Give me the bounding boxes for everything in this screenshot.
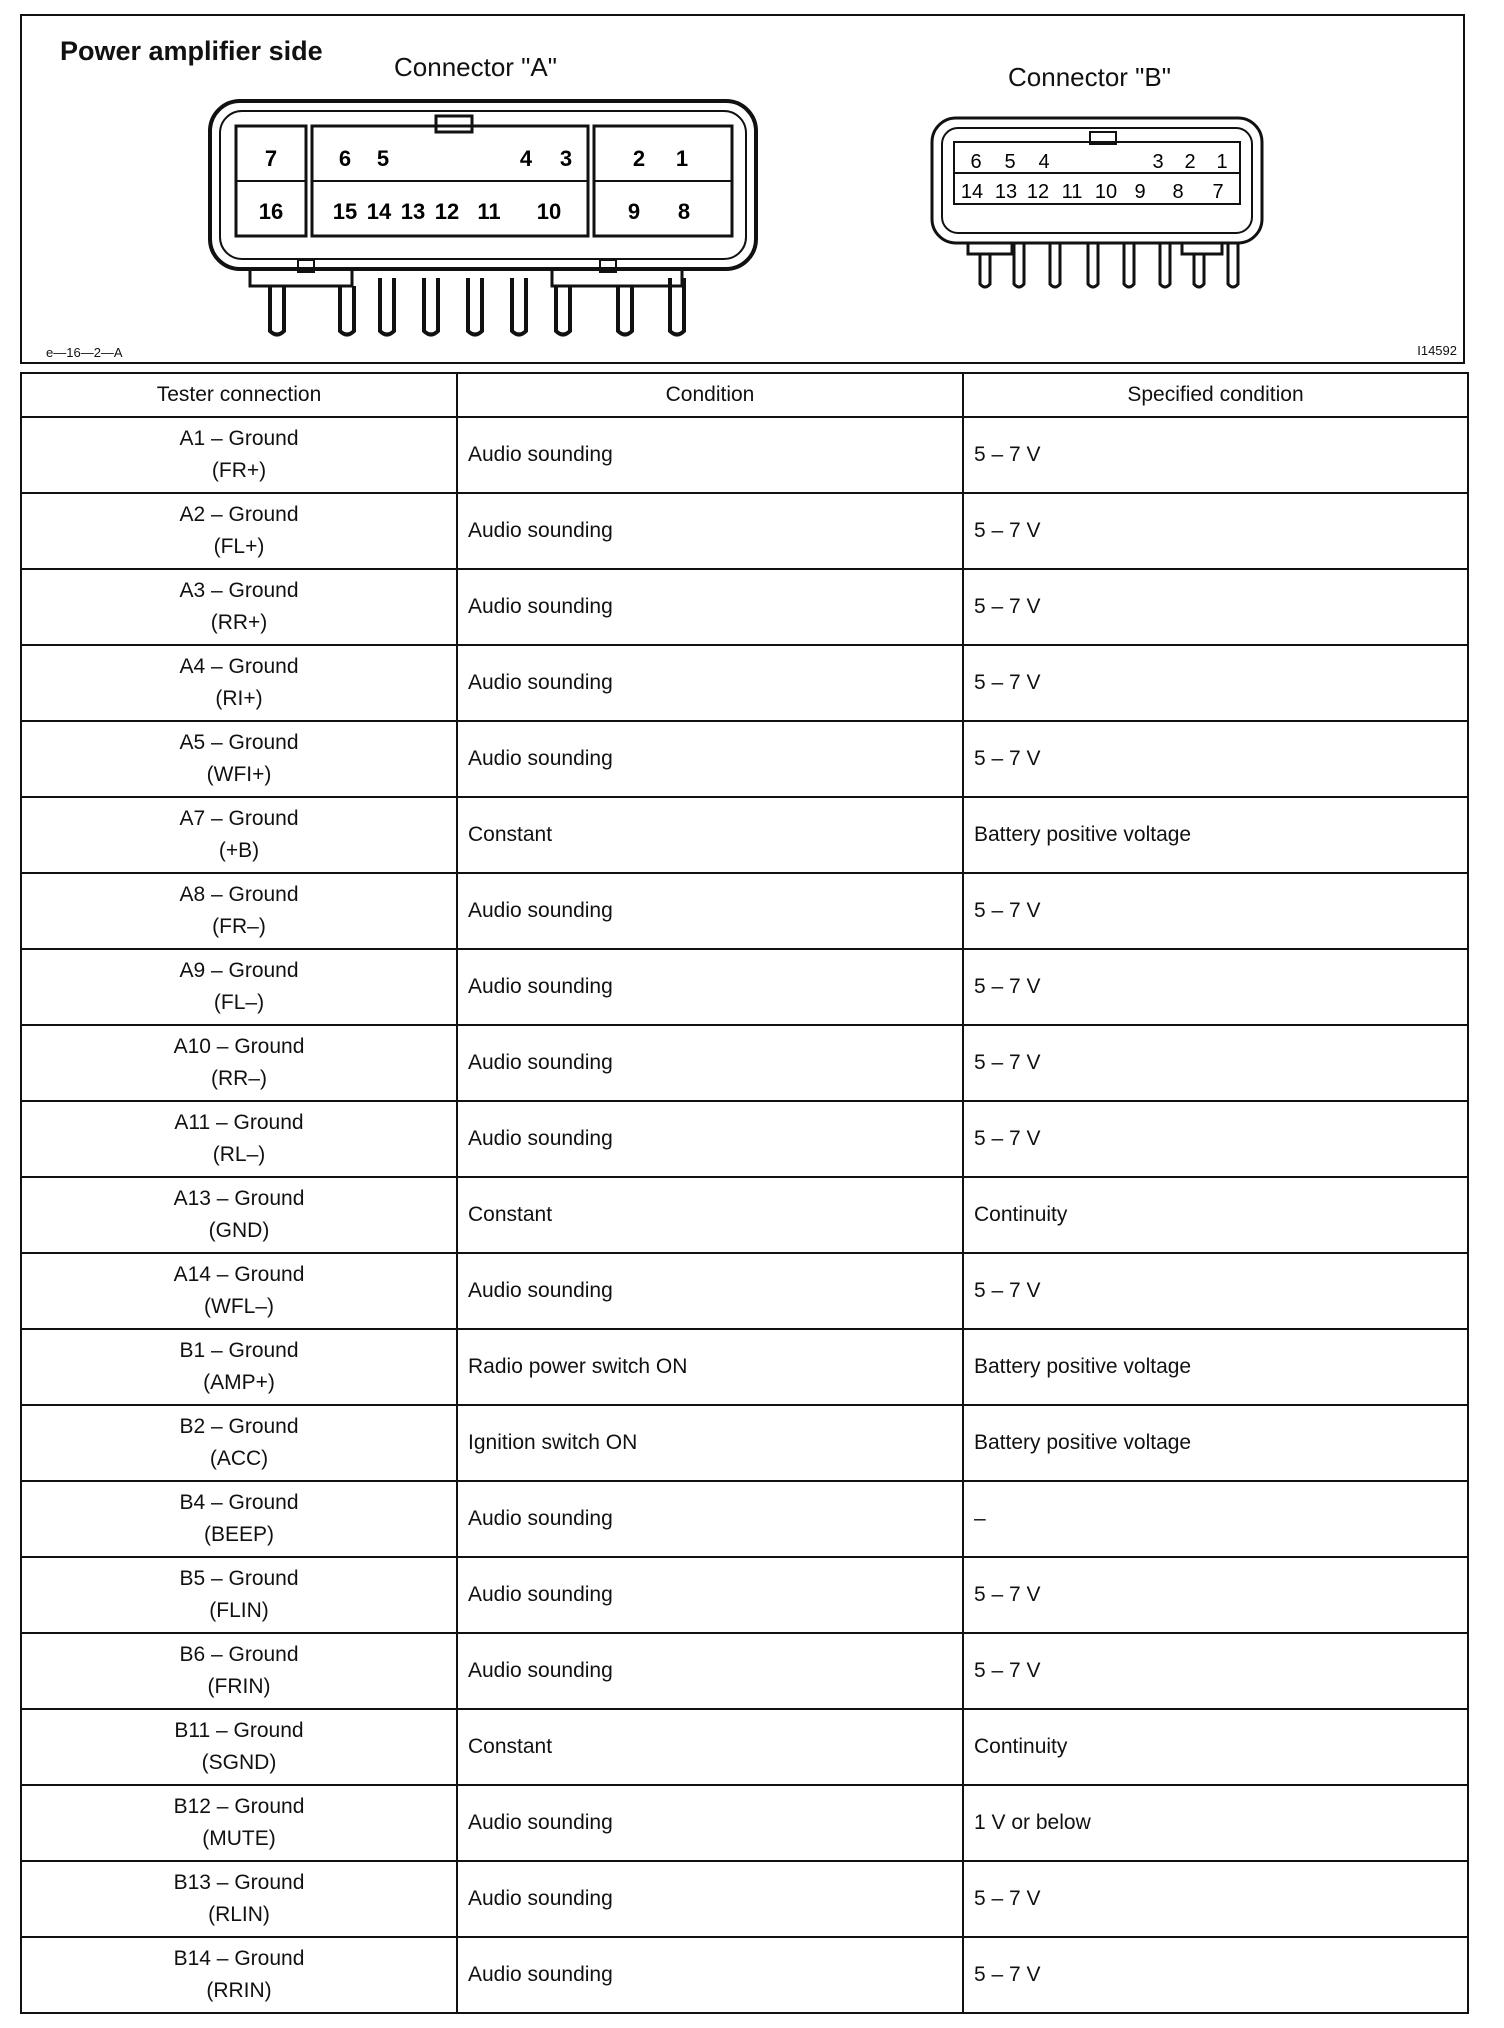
table-row (21, 569, 1468, 645)
table-row (21, 873, 1468, 949)
signal-name: (FL+) (213, 535, 265, 558)
condition-cell: Audio sounding (457, 1861, 963, 1937)
specified-condition-cell: 5 – 7 V (963, 645, 1468, 721)
tester-terminal: B5 – Ground (179, 1567, 299, 1590)
specified-condition-cell: Continuity (963, 1177, 1468, 1253)
connector-figure (20, 14, 1465, 364)
tester-connection-cell (21, 1253, 457, 1329)
condition-cell: Radio power switch ON (457, 1329, 963, 1405)
tester-terminal: B13 – Ground (173, 1871, 305, 1894)
connector-a-label: Connector "A" (394, 52, 557, 82)
pin-label: 6 (970, 151, 982, 173)
signal-name: (RRIN) (206, 1979, 272, 2002)
signal-name: (RR+) (210, 611, 268, 634)
pin-label: 9 (1134, 181, 1146, 203)
tester-connection-cell (21, 1861, 457, 1937)
signal-name: (FR+) (211, 459, 267, 482)
tester-connection-cell (21, 873, 457, 949)
tester-terminal: A7 – Ground (179, 807, 299, 830)
tester-connection-cell (21, 797, 457, 873)
pin-label: 8 (677, 199, 691, 224)
table-row (21, 949, 1468, 1025)
condition-cell: Constant (457, 1709, 963, 1785)
pin-label: 12 (1026, 181, 1050, 203)
tester-terminal: B11 – Ground (174, 1719, 304, 1742)
signal-name: (FL–) (213, 991, 265, 1014)
table-row (21, 417, 1468, 493)
tester-connection-cell (21, 417, 457, 493)
condition-cell: Audio sounding (457, 1633, 963, 1709)
signal-name: (MUTE) (202, 1827, 276, 1850)
tester-terminal: B12 – Ground (173, 1795, 305, 1818)
condition-cell: Audio sounding (457, 721, 963, 797)
pin-label: 1 (1216, 151, 1228, 173)
connector-b-terminals (980, 243, 1238, 287)
specified-condition-cell: Battery positive voltage (963, 797, 1468, 873)
table-row (21, 1709, 1468, 1785)
table-row (21, 797, 1468, 873)
specified-condition-cell: 1 V or below (963, 1785, 1468, 1861)
pin-label: 15 (332, 199, 358, 224)
specified-condition-cell: 5 – 7 V (963, 873, 1468, 949)
table-header-row (21, 373, 1468, 417)
pin-label: 14 (366, 199, 392, 224)
tester-connection-cell (21, 1557, 457, 1633)
condition-cell: Audio sounding (457, 1253, 963, 1329)
tester-connection-cell (21, 1785, 457, 1861)
figure-code-left: e—16—2—A (46, 345, 123, 360)
tester-connection-cell (21, 1937, 457, 2013)
specified-condition-cell: 5 – 7 V (963, 1937, 1468, 2013)
tester-terminal: A8 – Ground (179, 883, 299, 906)
signal-name: (RLIN) (208, 1903, 270, 1926)
pin-label: 5 (1004, 151, 1016, 173)
specified-condition-cell: 5 – 7 V (963, 1633, 1468, 1709)
header-tester-connection: Tester connection (21, 373, 457, 417)
tester-terminal: A9 – Ground (179, 959, 299, 982)
specified-condition-cell: 5 – 7 V (963, 1861, 1468, 1937)
condition-cell: Audio sounding (457, 949, 963, 1025)
specified-condition-cell: 5 – 7 V (963, 1253, 1468, 1329)
tester-connection-cell (21, 1481, 457, 1557)
table-row (21, 1025, 1468, 1101)
signal-name: (RL–) (212, 1143, 266, 1166)
specified-condition-cell: Battery positive voltage (963, 1329, 1468, 1405)
tester-connection-cell (21, 493, 457, 569)
tester-connection-cell (21, 1329, 457, 1405)
tester-terminal: A3 – Ground (179, 579, 299, 602)
pin-label: 12 (434, 199, 460, 224)
tester-terminal: B1 – Ground (179, 1339, 299, 1362)
condition-cell: Audio sounding (457, 873, 963, 949)
connector-a-pins (259, 146, 690, 224)
table-row (21, 1253, 1468, 1329)
signal-name: (GND) (208, 1219, 270, 1242)
pin-label: 10 (1094, 181, 1118, 203)
tester-connection-cell (21, 645, 457, 721)
pin-label: 13 (400, 199, 426, 224)
signal-name: (WFL–) (204, 1295, 274, 1318)
table-row (21, 1405, 1468, 1481)
pin-label: 13 (994, 181, 1018, 203)
table-row (21, 1937, 1468, 2013)
condition-cell: Audio sounding (457, 1937, 963, 2013)
tester-connection-table (20, 372, 1469, 2014)
pin-label: 1 (675, 146, 689, 171)
condition-cell: Audio sounding (457, 1481, 963, 1557)
table-row (21, 1861, 1468, 1937)
signal-name: (BEEP) (203, 1523, 274, 1546)
condition-cell: Constant (457, 797, 963, 873)
specified-condition-cell: 5 – 7 V (963, 1101, 1468, 1177)
signal-name: (WFI+) (206, 763, 272, 786)
tester-terminal: B6 – Ground (179, 1643, 299, 1666)
table-row (21, 1557, 1468, 1633)
table-row (21, 1633, 1468, 1709)
tester-terminal: A11 – Ground (174, 1111, 304, 1134)
condition-cell: Constant (457, 1177, 963, 1253)
pin-label: 16 (258, 199, 284, 224)
tester-connection-cell (21, 1025, 457, 1101)
tester-terminal: A4 – Ground (179, 655, 299, 678)
table-row (21, 645, 1468, 721)
header-specified-condition: Specified condition (963, 373, 1468, 417)
specified-condition-cell: 5 – 7 V (963, 569, 1468, 645)
tester-connection-cell (21, 1101, 457, 1177)
pin-label: 7 (264, 146, 278, 171)
table-row (21, 1785, 1468, 1861)
tester-terminal: B14 – Ground (173, 1947, 305, 1970)
connector-a-body (210, 101, 756, 286)
figure-title: Power amplifier side (60, 36, 323, 66)
pin-label: 2 (632, 146, 646, 171)
tester-connection-cell (21, 569, 457, 645)
signal-name: (ACC) (209, 1447, 269, 1470)
tester-connection-cell (21, 1405, 457, 1481)
table-row (21, 721, 1468, 797)
pin-label: 9 (627, 199, 641, 224)
table-row (21, 1481, 1468, 1557)
signal-name: (+B) (218, 839, 260, 862)
specified-condition-cell: Continuity (963, 1709, 1468, 1785)
pin-label: 6 (338, 146, 352, 171)
table-row (21, 1101, 1468, 1177)
pin-label: 5 (376, 146, 390, 171)
signal-name: (SGND) (201, 1751, 277, 1774)
table-row (21, 1329, 1468, 1405)
figure-code-right: I14592 (1417, 343, 1457, 358)
signal-name: (FLIN) (209, 1599, 269, 1622)
specified-condition-cell: 5 – 7 V (963, 493, 1468, 569)
tester-terminal: A2 – Ground (179, 503, 299, 526)
table-row (21, 493, 1468, 569)
tester-connection-cell (21, 1177, 457, 1253)
signal-name: (RR–) (211, 1067, 267, 1090)
pin-label: 3 (559, 146, 573, 171)
condition-cell: Audio sounding (457, 1557, 963, 1633)
connector-drawing (22, 16, 1467, 366)
specified-condition-cell: Battery positive voltage (963, 1405, 1468, 1481)
tester-terminal: B2 – Ground (179, 1415, 299, 1438)
specified-condition-cell: 5 – 7 V (963, 417, 1468, 493)
signal-name: (FRIN) (207, 1675, 271, 1698)
pin-label: 8 (1172, 181, 1184, 203)
condition-cell: Audio sounding (457, 1785, 963, 1861)
pin-label: 2 (1184, 151, 1196, 173)
connector-b-pins (961, 151, 1228, 203)
condition-cell: Audio sounding (457, 1025, 963, 1101)
header-condition: Condition (457, 373, 963, 417)
pin-label: 7 (1212, 181, 1224, 203)
specified-condition-cell: 5 – 7 V (963, 721, 1468, 797)
tester-terminal: A1 – Ground (179, 427, 299, 450)
tester-terminal: A14 – Ground (173, 1263, 305, 1286)
specified-condition-cell: 5 – 7 V (963, 949, 1468, 1025)
signal-name: (AMP+) (203, 1371, 275, 1394)
condition-cell: Ignition switch ON (457, 1405, 963, 1481)
tester-connection-cell (21, 721, 457, 797)
tester-terminal: A10 – Ground (173, 1035, 305, 1058)
tester-terminal: A5 – Ground (179, 731, 299, 754)
condition-cell: Audio sounding (457, 417, 963, 493)
pin-label: 11 (477, 199, 501, 224)
tester-terminal: A13 – Ground (173, 1187, 305, 1210)
condition-cell: Audio sounding (457, 493, 963, 569)
pin-label: 14 (960, 181, 984, 203)
condition-cell: Audio sounding (457, 569, 963, 645)
table-row (21, 1177, 1468, 1253)
tester-connection-cell (21, 949, 457, 1025)
tester-connection-cell (21, 1633, 457, 1709)
signal-name: (RI+) (215, 687, 263, 710)
pin-label: 10 (536, 199, 562, 224)
specified-condition-cell: 5 – 7 V (963, 1557, 1468, 1633)
pin-label: 4 (1038, 151, 1050, 173)
pin-label: 4 (519, 146, 533, 171)
tester-connection-cell (21, 1709, 457, 1785)
connector-b-label: Connector "B" (1008, 62, 1171, 92)
condition-cell: Audio sounding (457, 1101, 963, 1177)
pin-label: 3 (1152, 151, 1164, 173)
tester-terminal: B4 – Ground (179, 1491, 299, 1514)
specified-condition-cell: – (963, 1481, 1468, 1557)
signal-name: (FR–) (212, 915, 266, 938)
specified-condition-cell: 5 – 7 V (963, 1025, 1468, 1101)
condition-cell: Audio sounding (457, 645, 963, 721)
table-body (21, 417, 1468, 2013)
pin-label: 11 (1061, 181, 1083, 203)
